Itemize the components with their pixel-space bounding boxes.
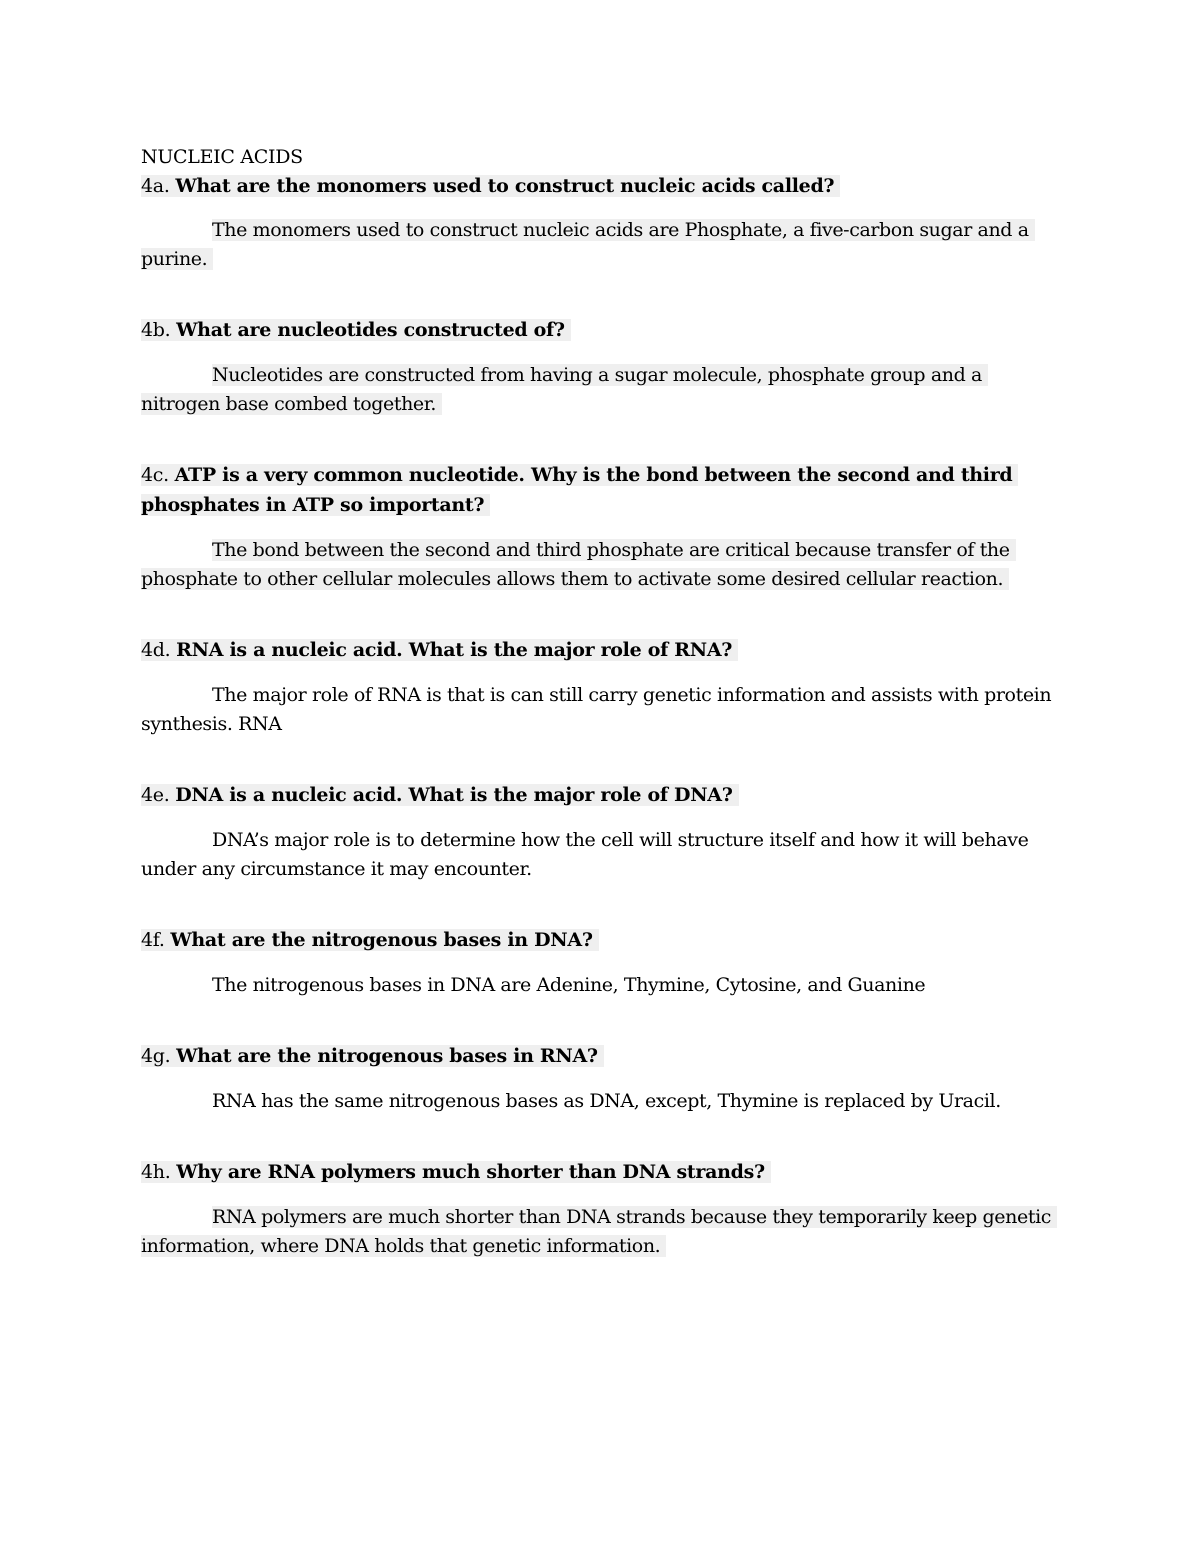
question-number: 4a. xyxy=(141,175,170,197)
answer xyxy=(141,1087,1066,1116)
qa-item-4a xyxy=(141,171,1066,274)
question-highlight xyxy=(141,464,1018,516)
answer xyxy=(141,971,1066,1000)
answer-text: The major role of RNA is that is can still carry genetic information and assists with protein synthesis. RNA xyxy=(141,684,1052,735)
question xyxy=(141,925,1066,955)
qa-item-4e xyxy=(141,780,1066,884)
answer-text: The monomers used to construct nucleic acids are Phosphate, a five-carbon sugar and a purine. xyxy=(141,219,1035,270)
question-highlight xyxy=(141,319,571,341)
qa-item-4f xyxy=(141,925,1066,1000)
answer-text: The bond between the second and third phosphate are critical because transfer of the phosphate to other cellular molecules allows them to activate some desired cellular reaction. xyxy=(141,539,1016,590)
question-number: 4e. xyxy=(141,784,170,806)
answer xyxy=(141,1203,1066,1261)
question-number: 4f. xyxy=(141,929,165,951)
question xyxy=(141,780,1066,810)
question xyxy=(141,171,1066,201)
question-highlight xyxy=(141,929,599,951)
answer-text: The nitrogenous bases in DNA are Adenine, Thymine, Cytosine, and Guanine xyxy=(212,974,926,996)
question-highlight xyxy=(141,1045,604,1067)
qa-item-4b xyxy=(141,315,1066,419)
question-text: ATP is a very common nucleotide. Why is the bond between the second and third phosphates in ATP so important? xyxy=(141,464,1013,516)
question-number: 4b. xyxy=(141,319,171,341)
answer-text: Nucleotides are constructed from having a sugar molecule, phosphate group and a nitrogen base combed together. xyxy=(141,364,988,415)
question-highlight xyxy=(141,639,738,661)
answer xyxy=(141,216,1066,274)
answer xyxy=(141,536,1066,594)
qa-item-4c xyxy=(141,460,1066,594)
question xyxy=(141,315,1066,345)
question xyxy=(141,1041,1066,1071)
document-title: NUCLEIC ACIDS xyxy=(141,146,303,168)
question xyxy=(141,460,1066,520)
question-text: Why are RNA polymers much shorter than DNA strands? xyxy=(176,1161,765,1183)
question-number: 4g. xyxy=(141,1045,171,1067)
answer xyxy=(141,681,1066,739)
question-text: RNA is a nucleic acid. What is the major role of RNA? xyxy=(176,639,733,661)
qa-item-4d xyxy=(141,635,1066,739)
question-text: What are the nitrogenous bases in DNA? xyxy=(170,929,593,951)
question-text: DNA is a nucleic acid. What is the major role of DNA? xyxy=(175,784,733,806)
answer-text: RNA has the same nitrogenous bases as DNA, except, Thymine is replaced by Uracil. xyxy=(212,1090,1001,1112)
question-number: 4c. xyxy=(141,464,169,486)
question-highlight xyxy=(141,784,739,806)
document-body xyxy=(141,143,1066,1261)
question xyxy=(141,1157,1066,1187)
question-number: 4h. xyxy=(141,1161,171,1183)
question-text: What are the monomers used to construct nucleic acids called? xyxy=(175,175,835,197)
question-highlight xyxy=(141,175,840,197)
question-text: What are nucleotides constructed of? xyxy=(176,319,565,341)
question-number: 4d. xyxy=(141,639,171,661)
answer xyxy=(141,361,1066,419)
qa-item-4g xyxy=(141,1041,1066,1116)
question-text: What are the nitrogenous bases in RNA? xyxy=(176,1045,598,1067)
qa-item-4h xyxy=(141,1157,1066,1261)
question-highlight xyxy=(141,1161,771,1183)
answer xyxy=(141,826,1066,884)
answer-text: RNA polymers are much shorter than DNA strands because they temporarily keep genetic information, where DNA holds that genetic information. xyxy=(141,1206,1057,1257)
question xyxy=(141,635,1066,665)
answer-text: DNA’s major role is to determine how the cell will structure itself and how it will behave under any circumstance it may encounter. xyxy=(141,829,1029,880)
